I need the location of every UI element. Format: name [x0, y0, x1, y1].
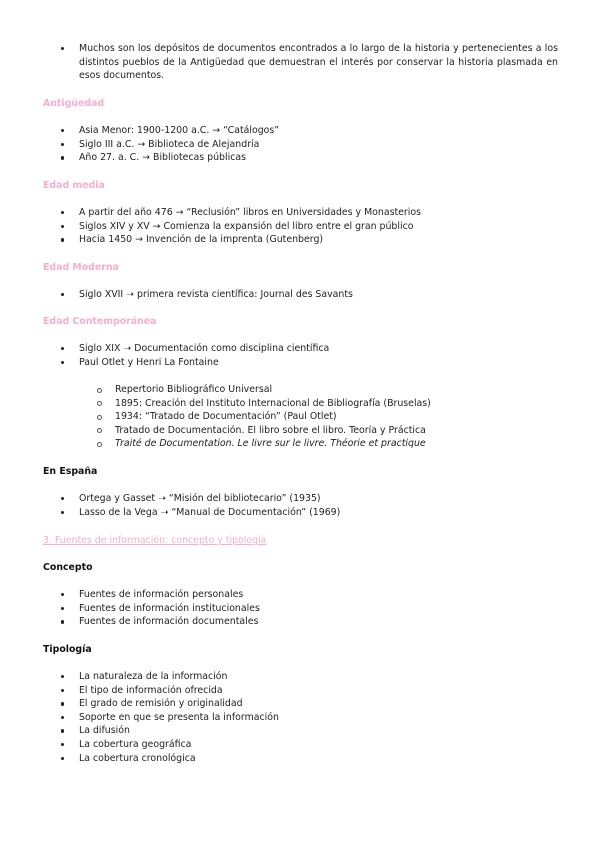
- list-item: La difusión: [0, 724, 600, 738]
- list-item: La naturaleza de la información: [0, 670, 600, 684]
- heading-edad-contemporanea: Edad Contemporánea: [43, 316, 157, 327]
- list-edad-contemporanea: [0, 342, 600, 369]
- sublist-item: Repertorio Bibliográfico Universal: [0, 383, 600, 397]
- heading-en-espana: En España: [43, 466, 98, 477]
- list-item: Fuentes de información documentales: [0, 615, 600, 629]
- list-antiguedad: [0, 124, 600, 165]
- list-item: Paul Otlet y Henri La Fontaine: [0, 356, 600, 370]
- intro-paragraph: Muchos son los depósitos de documentos encontrados a lo largo de la historia y pertenecientes a los distintos pueblos de la Antigüedad que demuestran el interés por conservar la historia plasmada en esos documentos.: [0, 42, 600, 83]
- list-item: Fuentes de información personales: [0, 588, 600, 602]
- list-edad-media: [0, 206, 600, 247]
- sublist-item: 1934: “Tratado de Documentación” (Paul Otlet): [0, 410, 600, 424]
- list-item: Asia Menor: 1900-1200 a.C. → “Catálogos”: [0, 124, 600, 138]
- intro-list: [0, 42, 600, 83]
- list-item: Lasso de la Vega ➝ “Manual de Documentación” (1969): [0, 506, 600, 520]
- list-item: Siglos XIV y XV → Comienza la expansión del libro entre el gran público: [0, 220, 600, 234]
- sublist-item: 1895: Creación del Instituto Internacional de Bibliografía (Bruselas): [0, 397, 600, 411]
- list-en-espana: [0, 492, 600, 519]
- list-item: La cobertura cronológica: [0, 752, 600, 766]
- list-item: El tipo de información ofrecida: [0, 684, 600, 698]
- sublist-otlet: [0, 383, 600, 451]
- list-item: Siglo III a.C. → Biblioteca de Alejandría: [0, 138, 600, 152]
- list-item: Ortega y Gasset ➝ “Misión del bibliotecario” (1935): [0, 492, 600, 506]
- list-item: La cobertura geográfica: [0, 738, 600, 752]
- list-item: El grado de remisión y originalidad: [0, 697, 600, 711]
- list-item: Soporte en que se presenta la información: [0, 711, 600, 725]
- list-item: Siglo XIX ➝ Documentación como disciplina científica: [0, 342, 600, 356]
- sublist-item-italic: Traité de Documentation. Le livre sur le livre. Théorie et practique: [0, 437, 600, 451]
- list-item: Siglo XVII ➝ primera revista científica: Journal des Savants: [0, 288, 600, 302]
- list-item: Año 27. a. C. → Bibliotecas públicas: [0, 151, 600, 165]
- list-concepto: [0, 588, 600, 629]
- list-tipologia: [0, 670, 600, 765]
- link-fuentes-informacion[interactable]: 3. Fuentes de información: concepto y tipología: [43, 535, 267, 546]
- heading-antiguedad: Antigüedad: [43, 98, 105, 109]
- heading-concepto: Concepto: [43, 562, 93, 573]
- heading-edad-moderna: Edad Moderna: [43, 262, 119, 273]
- list-item: Fuentes de información institucionales: [0, 602, 600, 616]
- heading-tipologia: Tipología: [43, 644, 92, 655]
- list-edad-moderna: [0, 288, 600, 302]
- heading-edad-media: Edad media: [43, 180, 105, 191]
- sublist-item: Tratado de Documentación. El libro sobre el libro. Teoría y Práctica: [0, 424, 600, 438]
- list-item: A partir del año 476 → “Reclusión” libros en Universidades y Monasterios: [0, 206, 600, 220]
- list-item: Hacia 1450 → Invención de la imprenta (Gutenberg): [0, 233, 600, 247]
